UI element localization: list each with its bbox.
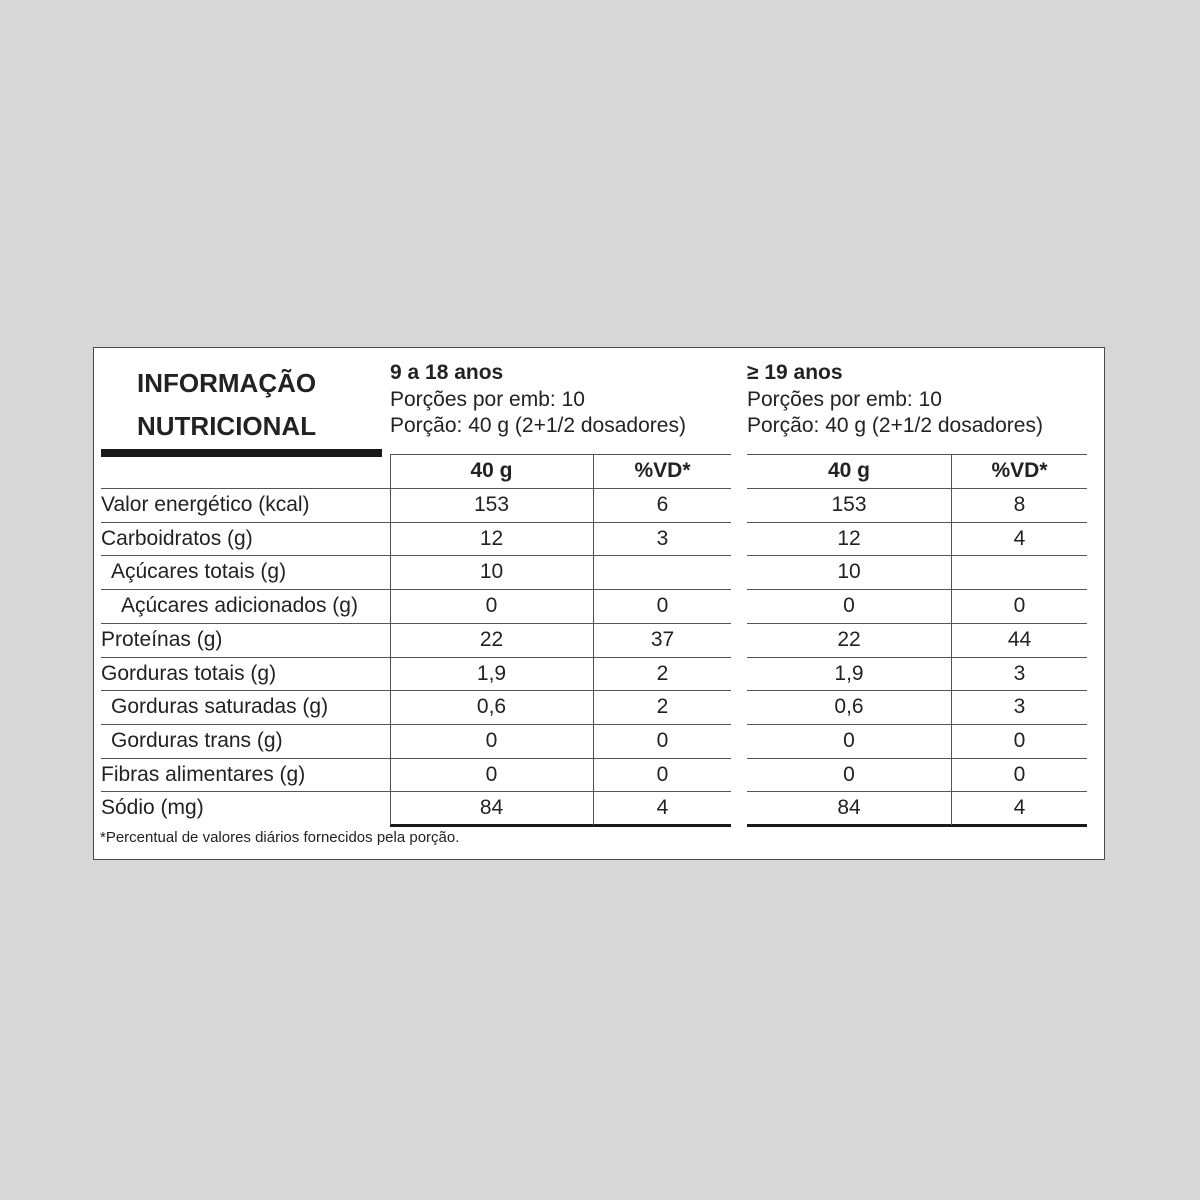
daily-value-cell: 8 — [1013, 493, 1026, 516]
daily-value-cell: 2 — [656, 661, 669, 685]
group-header-19-plus — [747, 360, 1043, 440]
daily-value-cell: 0 — [656, 762, 669, 786]
daily-value-cell: 4 — [656, 796, 669, 820]
column-divider — [390, 454, 391, 825]
daily-value-cell — [594, 555, 731, 588]
amount-cell: 1,9 — [834, 661, 864, 685]
group-age: 9 a 18 anos — [390, 361, 504, 384]
nutrient-label: Gorduras trans (g) — [111, 728, 283, 752]
servings-per-pack: Porções por emb: 10 — [390, 387, 585, 411]
daily-value-cell: 0 — [1013, 728, 1026, 752]
column-divider — [951, 454, 952, 825]
table-bottom-rule — [390, 824, 731, 827]
nutrient-label: Carboidratos (g) — [101, 526, 253, 550]
nutrient-label: Sódio (mg) — [101, 796, 204, 820]
amount-cell: 0 — [843, 762, 855, 786]
table-bottom-rule — [747, 824, 1087, 827]
header-top-rule — [747, 454, 1087, 455]
daily-value-cell: 0 — [656, 728, 669, 752]
nutrient-label: Proteínas (g) — [101, 627, 223, 651]
amount-cell: 0 — [485, 594, 498, 618]
nutrient-label: Açúcares adicionados (g) — [121, 594, 358, 618]
amount-cell: 22 — [837, 627, 861, 651]
title-underline-bar — [101, 449, 382, 457]
amount-cell: 84 — [837, 796, 861, 820]
daily-value-cell: 3 — [1013, 695, 1026, 719]
daily-value-cell: 3 — [1013, 661, 1026, 685]
amount-cell: 0,6 — [476, 695, 507, 719]
daily-value-cell: 2 — [656, 695, 669, 719]
nutrient-label: Gorduras saturadas (g) — [111, 695, 329, 719]
daily-value-cell: 37 — [650, 627, 675, 651]
nutrient-label: Fibras alimentares (g) — [101, 762, 306, 786]
daily-value-cell: 0 — [1013, 762, 1026, 786]
amount-cell: 0 — [843, 728, 855, 752]
column-header-daily-value: %VD* — [634, 459, 691, 482]
column-header-amount: 40 g — [827, 459, 871, 482]
daily-value-cell: 4 — [1013, 526, 1026, 550]
nutrient-label: Açúcares totais (g) — [111, 560, 287, 584]
daily-value-cell: 0 — [1013, 594, 1026, 618]
daily-value-cell: 0 — [656, 594, 669, 618]
title-line-1: INFORMAÇÃO — [137, 368, 317, 398]
daily-value-cell: 6 — [656, 493, 669, 516]
serving-size: Porção: 40 g (2+1/2 dosadores) — [747, 414, 1043, 437]
amount-cell: 0 — [485, 762, 498, 786]
amount-cell: 12 — [837, 526, 861, 550]
amount-cell: 0 — [843, 594, 855, 618]
group-header-9-18 — [390, 360, 686, 440]
serving-size: Porção: 40 g (2+1/2 dosadores) — [390, 414, 686, 437]
nutrient-label: Gorduras totais (g) — [101, 661, 277, 685]
daily-value-cell: 44 — [1007, 627, 1032, 651]
column-header-amount: 40 g — [470, 459, 513, 482]
daily-value-cell — [952, 555, 1087, 588]
footnote: *Percentual de valores diários fornecidos pela porção. — [100, 829, 460, 846]
amount-cell: 10 — [837, 560, 861, 584]
column-header-daily-value: %VD* — [991, 459, 1048, 482]
group-age: ≥ 19 anos — [747, 361, 843, 384]
daily-value-cell: 4 — [1013, 796, 1026, 820]
title-line-2: NUTRICIONAL — [137, 411, 317, 441]
amount-cell: 1,9 — [476, 661, 507, 685]
amount-cell: 10 — [479, 560, 504, 584]
nutrition-facts-table — [93, 347, 1105, 860]
column-divider — [593, 454, 594, 825]
amount-cell: 0,6 — [834, 695, 864, 719]
amount-cell: 22 — [479, 627, 504, 651]
table-title — [137, 362, 316, 448]
amount-cell: 84 — [479, 796, 504, 820]
amount-cell: 12 — [479, 526, 504, 550]
amount-cell: 153 — [473, 493, 510, 516]
amount-cell: 153 — [831, 493, 867, 516]
header-top-rule — [390, 454, 731, 455]
daily-value-cell: 3 — [656, 526, 669, 550]
servings-per-pack: Porções por emb: 10 — [747, 387, 942, 411]
amount-cell: 0 — [485, 728, 498, 752]
nutrient-label: Valor energético (kcal) — [101, 493, 310, 516]
